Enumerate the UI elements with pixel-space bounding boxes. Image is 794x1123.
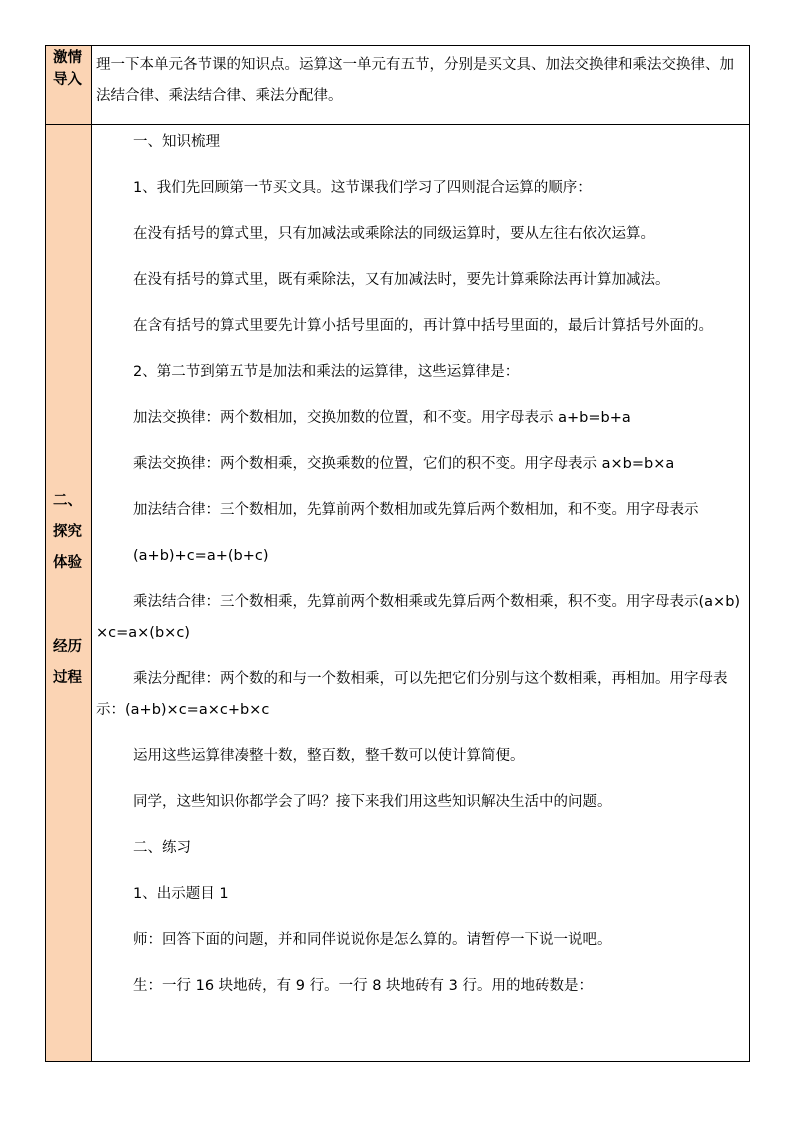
- section2-label-line: 探究: [53, 524, 82, 540]
- rule-addition-commutative: 加法交换律：两个数相加，交换加数的位置，和不变。用字母表示 a+b=b+a: [133, 410, 631, 426]
- paragraph: 1、我们先回顾第一节买文具。这节课我们学习了四则混合运算的顺序：: [133, 180, 592, 196]
- paragraph: 在含有括号的算式里要先计算小括号里面的，再计算中括号里面的，最后计算括号外面的。: [133, 318, 713, 334]
- section2-label-a: [45, 486, 90, 579]
- formula-addition-associative: (a+b)+c=a+(b+c): [133, 548, 269, 564]
- table-border-bottom: [45, 1061, 750, 1062]
- section2-label-line: 过程: [53, 670, 82, 686]
- section2-label-line: 经历: [53, 639, 82, 655]
- rule-multiplication-commutative: 乘法交换律：两个数相乘，交换乘数的位置，它们的积不变。用字母表示 a×b=b×a: [133, 456, 675, 472]
- section2-label-line: 体验: [53, 555, 82, 571]
- lesson-table: [45, 45, 750, 1062]
- paragraph: 在没有括号的算式里，既有乘除法，又有加减法时，要先计算乘除法再计算加减法。: [133, 272, 670, 288]
- heading-knowledge-review: 一、知识梳理: [133, 134, 220, 150]
- section1-paragraph: 理一下本单元各节课的知识点。运算这一单元有五节，分别是买文具、加法交换律和乘法交换律、加法结合律、乘法结合律、乘法分配律。: [96, 57, 734, 104]
- student-line: 生：一行 16 块地砖，有 9 行。一行 8 块地砖有 3 行。用的地砖数是：: [133, 978, 593, 994]
- section1-label: [45, 47, 90, 91]
- section1-label-line: 导入: [53, 72, 82, 88]
- rule-multiplication-associative: 乘法结合律：三个数相乘，先算前两个数相乘或先算后两个数相乘，积不变。用字母表示(a×b)×c=a×(b×c): [96, 594, 741, 641]
- section2-content: [92, 127, 748, 1057]
- section1-label-line: 激情: [53, 50, 82, 66]
- paragraph: 2、第二节到第五节是加法和乘法的运算律，这些运算律是：: [133, 364, 520, 380]
- row-divider: [45, 124, 750, 125]
- table-border-right: [749, 45, 750, 1062]
- paragraph: 1、出示题目 1: [133, 886, 229, 902]
- section2-label-b: [45, 632, 90, 694]
- section2-label-cell: [46, 125, 91, 1061]
- paragraph: 同学，这些知识你都学会了吗？接下来我们用这些知识解决生活中的问题。: [133, 794, 612, 810]
- heading-practice: 二、练习: [133, 840, 191, 856]
- paragraph: 运用这些运算律凑整十数，整百数，整千数可以使计算简便。: [133, 748, 525, 764]
- table-border-top: [45, 45, 750, 46]
- rule-distributive: 乘法分配律：两个数的和与一个数相乘，可以先把它们分别与这个数相乘，再相加。用字母表示：(a+b)×c=a×c+b×c: [96, 671, 728, 718]
- section2-label-line: 二、: [53, 493, 82, 509]
- section1-content: [92, 50, 748, 122]
- rule-addition-associative: 加法结合律：三个数相加，先算前两个数相加或先算后两个数相加，和不变。用字母表示: [133, 502, 699, 518]
- paragraph: 在没有括号的算式里，只有加减法或乘除法的同级运算时，要从左往右依次运算。: [133, 226, 655, 242]
- teacher-line: 师：回答下面的问题，并和同伴说说你是怎么算的。请暂停一下说一说吧。: [133, 932, 612, 948]
